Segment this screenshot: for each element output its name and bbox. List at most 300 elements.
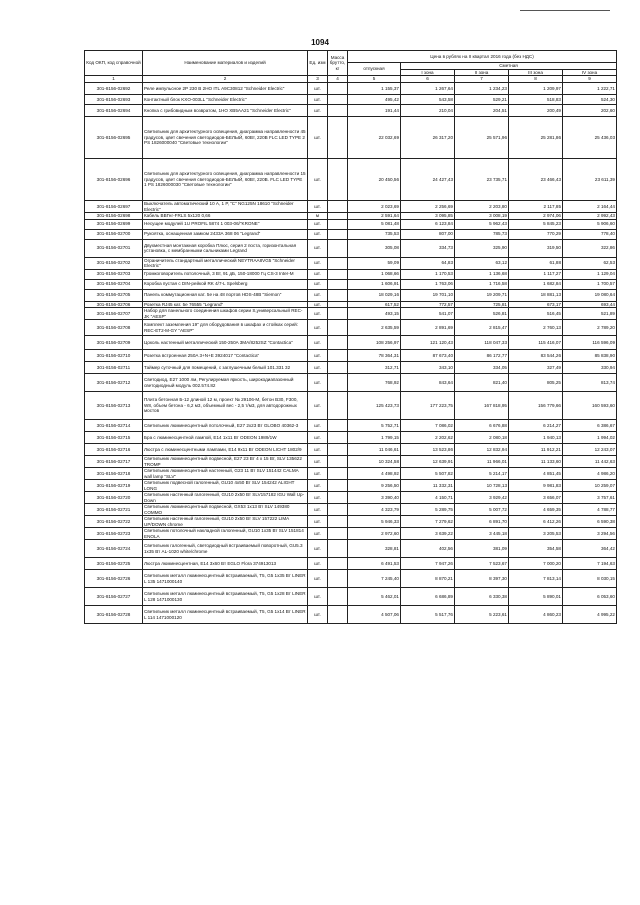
item-name: Светильник для архитектурного освещения, диаграмма направленности 45 градусов, цвет свечения светодиодов-БЕЛЫЙ, 60Вт, 220В FLC LED TYPE 2 PS 1826000040 "Световые технологии" (143, 117, 308, 159)
item-code: 301-8156-02715 (85, 432, 143, 444)
price-zone-1: 3 095,85 (401, 213, 455, 220)
item-name: Коробка пустая с DIN-рейкой RK 4/7-L Spelsberg (143, 279, 308, 289)
header-price-group: Цена в рублях на II квартал 2016 года (без НДС) (348, 51, 617, 63)
item-name: Кнопка с грибовидным возвратом, 1НО XB5AA21 "Schneider Electric" (143, 105, 308, 117)
item-code: 301-8156-02725 (85, 558, 143, 570)
price-zone-1: 87 673,40 (401, 350, 455, 362)
item-mass (328, 558, 348, 570)
item-code: 301-8156-02700 (85, 229, 143, 239)
item-mass (328, 289, 348, 301)
price-zone-4: 6 386,67 (563, 420, 617, 432)
price-zone-1: 3 639,22 (401, 528, 455, 540)
item-mass (328, 95, 348, 105)
table-row (85, 432, 617, 444)
price-zone-3: 18 881,13 (509, 289, 563, 301)
price-zone-4: 8 030,15 (563, 570, 617, 588)
price-release: 495,42 (348, 95, 401, 105)
price-zone-1: 177 223,75 (401, 392, 455, 420)
price-zone-3: 25 281,86 (509, 117, 563, 159)
item-unit: шт. (308, 558, 328, 570)
price-release: 2 591,64 (348, 213, 401, 220)
item-unit: шт. (308, 516, 328, 528)
price-zone-4: 1 700,57 (563, 279, 617, 289)
item-name: Комплект заземления 19" для оборудования в шкафах и стойках серий: REC-ET2-M-GY "AESP" (143, 320, 308, 336)
item-code: 301-8156-02708 (85, 320, 143, 336)
item-unit: шт. (308, 83, 328, 95)
item-code: 301-8156-02728 (85, 606, 143, 624)
price-zone-4: 85 838,90 (563, 350, 617, 362)
item-mass (328, 336, 348, 350)
table-row (85, 308, 617, 320)
price-zone-1: 1 170,53 (401, 269, 455, 279)
item-name: Контактный блок KXO-003LL "Schneider Electric" (143, 95, 308, 105)
price-zone-1: 7 947,26 (401, 558, 455, 570)
price-zone-1: 64,83 (401, 257, 455, 269)
item-mass (328, 516, 348, 528)
price-zone-1: 402,56 (401, 540, 455, 558)
price-zone-2: 5 007,72 (455, 504, 509, 516)
item-name: Цоколь настенный металлический 150-250A 3MA/8252SZ "Contactica" (143, 336, 308, 350)
price-zone-2: 6 330,38 (455, 588, 509, 606)
column-index: 2 (143, 76, 308, 83)
item-code: 301-8156-02699 (85, 219, 143, 229)
price-release: 1 068,66 (348, 269, 401, 279)
price-zone-3: 1 117,27 (509, 269, 563, 279)
price-zone-3: 61,88 (509, 257, 563, 269)
item-mass (328, 239, 348, 257)
item-name: Люстра люминесцентная, Е14 3x60 Вт EGLO Flora 374913013 (143, 558, 308, 570)
item-unit: шт. (308, 570, 328, 588)
table-row (85, 504, 617, 516)
item-name: Люстра с люминесцентными лампами, Е14 9x11 Вт ODEON LICHT 1802/9 (143, 444, 308, 456)
price-zone-3: 1 209,97 (509, 83, 563, 95)
price-zone-2: 86 172,77 (455, 350, 509, 362)
item-name: Светильник металл люминесцентный встраиваемый, Т5, G5 1x28 Вт LINER L 128 1471000130 (143, 588, 308, 606)
price-zone-4: 11 442,63 (563, 456, 617, 468)
price-release: 4 323,79 (348, 504, 401, 516)
price-zone-2: 118 047,33 (455, 336, 509, 350)
table-row (85, 83, 617, 95)
item-unit: шт. (308, 540, 328, 558)
price-release: 735,53 (348, 229, 401, 239)
header-name: Наименование материалов и изделий (143, 51, 308, 76)
price-zone-2: 3 929,42 (455, 492, 509, 504)
price-zone-2: 8 397,30 (455, 570, 509, 588)
price-zone-2: 167 818,95 (455, 392, 509, 420)
price-zone-2: 529,21 (455, 95, 509, 105)
price-zone-3: 4 659,35 (509, 504, 563, 516)
table-row (85, 362, 617, 374)
price-release: 1 606,91 (348, 279, 401, 289)
price-release: 20 450,56 (348, 159, 401, 201)
price-zone-2: 63,12 (455, 257, 509, 269)
price-zone-1: 1 267,64 (401, 83, 455, 95)
price-zone-4: 364,42 (563, 540, 617, 558)
price-zone-1: 6 123,84 (401, 219, 455, 229)
price-zone-4: 62,53 (563, 257, 617, 269)
column-index: 7 (455, 76, 509, 83)
table-row (85, 105, 617, 117)
price-zone-1: 26 317,20 (401, 117, 455, 159)
price-release: 5 752,71 (348, 420, 401, 432)
item-unit: шт. (308, 468, 328, 480)
price-zone-4: 10 259,07 (563, 480, 617, 492)
price-zone-3: 354,58 (509, 540, 563, 558)
item-code: 301-8156-02724 (85, 540, 143, 558)
item-unit: шт. (308, 239, 328, 257)
item-name: Светильник люминесцентный потолочный, Е27 2x23 Вт GLOBO 40362-3 (143, 420, 308, 432)
table-row (85, 392, 617, 420)
price-release: 1 155,37 (348, 83, 401, 95)
price-release: 191,44 (348, 105, 401, 117)
price-release: 617,52 (348, 301, 401, 308)
price-zone-2: 23 735,71 (455, 159, 509, 201)
item-name: Светильник люминесцентный подвесной, Е27 23 Вт 4 x 15 Вт, SLV 135622 TROMP (143, 456, 308, 468)
price-zone-1: 541,07 (401, 308, 455, 320)
item-mass (328, 257, 348, 269)
item-code: 301-8156-02709 (85, 336, 143, 350)
table-row (85, 456, 617, 468)
item-unit: шт. (308, 420, 328, 432)
price-zone-4: 1 994,02 (563, 432, 617, 444)
price-zone-1: 24 427,43 (401, 159, 455, 201)
item-code: 301-8156-02706 (85, 301, 143, 308)
price-zone-2: 5 214,17 (455, 468, 509, 480)
item-code: 301-8156-02697 (85, 201, 143, 213)
item-code: 301-8156-02714 (85, 420, 143, 432)
item-mass (328, 159, 348, 201)
header-release: отпускная (348, 63, 401, 76)
price-zone-3: 6 214,27 (509, 420, 563, 432)
price-release: 5 081,48 (348, 219, 401, 229)
item-name: Светильник люминесцентный настенный, G23 11 Вт SLV 151442 CALMA wall lamp "SLV" (143, 468, 308, 480)
item-code: 301-8156-02727 (85, 588, 143, 606)
item-mass (328, 606, 348, 624)
price-zone-4: 1 129,04 (563, 269, 617, 279)
price-zone-4: 2 992,43 (563, 213, 617, 220)
price-release: 2 023,69 (348, 201, 401, 213)
item-mass (328, 480, 348, 492)
price-release: 125 423,73 (348, 392, 401, 420)
item-code: 301-8156-02704 (85, 279, 143, 289)
price-release: 9 256,50 (348, 480, 401, 492)
item-unit: шт. (308, 444, 328, 456)
price-zone-4: 4 788,77 (563, 504, 617, 516)
item-mass (328, 105, 348, 117)
item-mass (328, 504, 348, 516)
item-mass (328, 201, 348, 213)
price-release: 2 972,60 (348, 528, 401, 540)
table-row (85, 570, 617, 588)
table-row (85, 480, 617, 492)
item-unit: шт. (308, 269, 328, 279)
item-code: 301-8156-02726 (85, 570, 143, 588)
price-zone-2: 10 728,13 (455, 480, 509, 492)
item-unit: шт. (308, 588, 328, 606)
item-unit: шт. (308, 336, 328, 350)
page-number: 1094 (311, 38, 329, 47)
price-release: 108 256,97 (348, 336, 401, 350)
price-zone-3: 200,49 (509, 105, 563, 117)
price-zone-2: 325,90 (455, 239, 509, 257)
price-zone-4: 322,86 (563, 239, 617, 257)
table-body (85, 83, 617, 624)
price-zone-1: 4 150,71 (401, 492, 455, 504)
price-zone-3: 115 416,07 (509, 336, 563, 350)
price-zone-3: 2 117,85 (509, 201, 563, 213)
item-code: 301-8156-02710 (85, 350, 143, 362)
item-name: Светильник потолочный накладной галогенный, GU10 1x35 Вт SLV 151814 ENOLA (143, 528, 308, 540)
price-zone-1: 19 701,10 (401, 289, 455, 301)
price-zone-1: 2 256,69 (401, 201, 455, 213)
price-zone-2: 381,09 (455, 540, 509, 558)
item-mass (328, 320, 348, 336)
price-zone-2: 2 203,80 (455, 201, 509, 213)
table-row (85, 257, 617, 269)
price-zone-1: 210,04 (401, 105, 455, 117)
price-zone-1: 5 517,76 (401, 606, 455, 624)
table-row (85, 374, 617, 392)
price-zone-1: 2 891,69 (401, 320, 455, 336)
item-name: Плита бетонная Б-12 длиной 12 м, проект № 29106-М, бетон В30, F300, W8, объем бетона - 6,2 м3, объемный вес - 2,5 т/м3, для автодорожных мостов (143, 392, 308, 420)
price-release: 328,81 (348, 540, 401, 558)
item-unit: шт. (308, 432, 328, 444)
item-unit: шт. (308, 392, 328, 420)
price-release: 6 491,53 (348, 558, 401, 570)
price-zone-2: 11 966,01 (455, 456, 509, 468)
header-zone-4: IV зона (563, 69, 617, 76)
table-row (85, 588, 617, 606)
item-name: Светильник настенный галогенный, GU10 2x50 Вт SLV157182 IGU Wall Up-Down (143, 492, 308, 504)
price-zone-3: 7 000,20 (509, 558, 563, 570)
item-name: Розетка встроенная 250A 3+N+E 3924017 "Contactica" (143, 350, 308, 362)
price-zone-2: 821,40 (455, 374, 509, 392)
price-zone-2: 6 891,70 (455, 516, 509, 528)
price-zone-1: 8 870,21 (401, 570, 455, 588)
item-unit: шт. (308, 159, 328, 201)
price-zone-3: 516,45 (509, 308, 563, 320)
price-zone-4: 23 611,39 (563, 159, 617, 201)
item-code: 301-8156-02722 (85, 516, 143, 528)
price-zone-2: 725,81 (455, 301, 509, 308)
item-name: Светильник галогенный, светодиодный встраиваемый поворотный, GU5.3 1x35 Вт AL-1020 white/chrome (143, 540, 308, 558)
price-zone-4: 7 194,63 (563, 558, 617, 570)
price-zone-2: 5 223,61 (455, 606, 509, 624)
item-mass (328, 456, 348, 468)
table-row (85, 159, 617, 201)
item-code: 301-8156-02719 (85, 480, 143, 492)
table-row (85, 420, 617, 432)
item-code: 301-8156-02702 (85, 257, 143, 269)
item-name: Розетка RJ45 кат. 5е 76555 "Legrand" (143, 301, 308, 308)
item-code: 301-8156-02721 (85, 504, 143, 516)
price-zone-3: 2 760,13 (509, 320, 563, 336)
price-release: 493,15 (348, 308, 401, 320)
table-row (85, 95, 617, 105)
table-row (85, 269, 617, 279)
header-zone-3: III зона (509, 69, 563, 76)
price-release: 5 462,01 (348, 588, 401, 606)
price-zone-3: 4 860,23 (509, 606, 563, 624)
item-code: 301-8156-02692 (85, 83, 143, 95)
price-release: 11 046,61 (348, 444, 401, 456)
price-zone-2: 204,51 (455, 105, 509, 117)
price-zone-1: 807,00 (401, 229, 455, 239)
item-code: 301-8156-02703 (85, 269, 143, 279)
price-zone-4: 693,44 (563, 301, 617, 308)
column-index: 4 (328, 76, 348, 83)
price-zone-4: 4 995,22 (563, 606, 617, 624)
item-mass (328, 229, 348, 239)
price-zone-1: 334,73 (401, 239, 455, 257)
item-mass (328, 374, 348, 392)
price-zone-3: 9 981,83 (509, 480, 563, 492)
item-unit: шт. (308, 95, 328, 105)
price-zone-4: 2 164,44 (563, 201, 617, 213)
price-zone-2: 3 445,18 (455, 528, 509, 540)
header-estimated: Сметная (401, 63, 617, 70)
header-mass: Масса брутто, кг (328, 51, 348, 76)
table-row (85, 239, 617, 257)
column-index: 6 (401, 76, 455, 83)
price-release: 7 245,40 (348, 570, 401, 588)
price-zone-3: 673,17 (509, 301, 563, 308)
price-zone-1: 543,58 (401, 95, 455, 105)
price-zone-2: 526,81 (455, 308, 509, 320)
price-zone-2: 25 571,96 (455, 117, 509, 159)
price-zone-4: 1 222,71 (563, 83, 617, 95)
header-zone-2: II зона (455, 69, 509, 76)
item-name: Светильник металл люминесцентный встраиваемый, Т5, G5 1x14 Вт LINER L 114 1471000120 (143, 606, 308, 624)
item-unit: шт. (308, 301, 328, 308)
table-row (85, 540, 617, 558)
item-mass (328, 362, 348, 374)
item-code: 301-8156-02712 (85, 374, 143, 392)
item-unit: шт. (308, 117, 328, 159)
item-name: Светильник металл люминесцентный встраиваемый, Т5, G5 1x35 Вт LINER L 135 1471000140 (143, 570, 308, 588)
item-name: Набор для панельного соединения шкафов серии S,универсальный REC-JK "AESP" (143, 308, 308, 320)
item-unit: шт. (308, 374, 328, 392)
price-zone-2: 12 832,94 (455, 444, 509, 456)
price-zone-1: 343,10 (401, 362, 455, 374)
item-mass (328, 420, 348, 432)
price-zone-3: 5 890,01 (509, 588, 563, 606)
price-zone-1: 13 523,86 (401, 444, 455, 456)
item-name: Выключатель автоматический 10 А, 1 Р, "С" NG125N 18610 "Schneider Electric" (143, 201, 308, 213)
price-zone-3: 11 133,60 (509, 456, 563, 468)
header-code: Код ОКП, код справочной (85, 51, 143, 76)
price-zone-3: 319,50 (509, 239, 563, 257)
price-zone-2: 2 815,47 (455, 320, 509, 336)
price-zone-4: 330,94 (563, 362, 617, 374)
item-name: Громкоговоритель потолочный, 3 Вт, 91 дБ, 150-18000 Гц CS-3 Inter-M (143, 269, 308, 279)
item-mass (328, 588, 348, 606)
price-zone-4: 25 436,03 (563, 117, 617, 159)
item-mass (328, 350, 348, 362)
price-zone-4: 3 757,61 (563, 492, 617, 504)
header-unit: Ед. изм (308, 51, 328, 76)
table-row (85, 229, 617, 239)
price-release: 1 799,15 (348, 432, 401, 444)
table-row (85, 289, 617, 301)
item-name: Светильник для архитектурного освещения, диаграмма направленности 15 градусов, цвет свечения светодиодов-БЕЛЫЙ, 60Вт, 220В. FLC LED TYPE 1 PS 1826000030 "Световые технологии" (143, 159, 308, 201)
item-code: 301-8156-02693 (85, 95, 143, 105)
price-zone-4: 2 789,20 (563, 320, 617, 336)
item-mass (328, 468, 348, 480)
item-code: 301-8156-02701 (85, 239, 143, 257)
item-name: Ограничитель стандартный металлический NEYTRAA8VG5 "Schneider Electric" (143, 257, 308, 269)
price-zone-2: 5 962,43 (455, 219, 509, 229)
item-code: 301-8156-02716 (85, 444, 143, 456)
item-mass (328, 432, 348, 444)
price-release: 10 324,58 (348, 456, 401, 468)
item-unit: шт. (308, 480, 328, 492)
price-zone-1: 11 332,31 (401, 480, 455, 492)
column-index: 8 (509, 76, 563, 83)
item-unit: шт. (308, 350, 328, 362)
price-zone-1: 772,57 (401, 301, 455, 308)
top-rule (520, 10, 610, 11)
price-zone-4: 4 986,20 (563, 468, 617, 480)
price-zone-4: 6 053,60 (563, 588, 617, 606)
price-release: 2 635,59 (348, 320, 401, 336)
table-row (85, 279, 617, 289)
item-mass (328, 279, 348, 289)
price-zone-1: 1 763,06 (401, 279, 455, 289)
price-zone-3: 2 974,06 (509, 213, 563, 220)
item-unit: шт. (308, 229, 328, 239)
price-zone-3: 11 912,21 (509, 444, 563, 456)
item-unit: шт. (308, 492, 328, 504)
table-row (85, 606, 617, 624)
price-zone-3: 327,49 (509, 362, 563, 374)
price-zone-4: 6 590,38 (563, 516, 617, 528)
price-zone-3: 805,25 (509, 374, 563, 392)
price-release: 22 032,69 (348, 117, 401, 159)
item-code: 301-8156-02723 (85, 528, 143, 540)
price-release: 5 946,33 (348, 516, 401, 528)
price-release: 4 498,92 (348, 468, 401, 480)
item-mass (328, 219, 348, 229)
item-name: Рукоятка, оснащенная замком 2433А 368 06 "Legrand" (143, 229, 308, 239)
price-zone-1: 121 120,43 (401, 336, 455, 350)
price-zone-1: 843,64 (401, 374, 455, 392)
item-mass (328, 570, 348, 588)
item-name: Светильник люминесцентный подвесной, GX53 1x13 Вт SLV 149380 COMMO (143, 504, 308, 516)
header-zone-1: I зона (401, 69, 455, 76)
price-zone-4: 5 906,60 (563, 219, 617, 229)
table-row (85, 468, 617, 480)
price-zone-2: 3 008,19 (455, 213, 509, 220)
price-zone-4: 202,60 (563, 105, 617, 117)
price-zone-4: 524,30 (563, 95, 617, 105)
column-index: 3 (308, 76, 328, 83)
table-row (85, 528, 617, 540)
price-release: 18 029,16 (348, 289, 401, 301)
column-index: 9 (563, 76, 617, 83)
price-zone-3: 3 205,53 (509, 528, 563, 540)
price-release: 3 390,40 (348, 492, 401, 504)
item-unit: шт. (308, 504, 328, 516)
item-name: Светильник подвесной галогенный, GU10 4x50 Вт SLV 154242 ALIGHT LONG (143, 480, 308, 492)
item-name: Бра с люминесцентной лампой, Е14 1x11 Вт ODEON 1989/1W (143, 432, 308, 444)
item-code: 301-8156-02720 (85, 492, 143, 504)
price-zone-3: 518,83 (509, 95, 563, 105)
table-row (85, 201, 617, 213)
price-release: 312,71 (348, 362, 401, 374)
item-mass (328, 83, 348, 95)
item-code: 301-8156-02718 (85, 468, 143, 480)
